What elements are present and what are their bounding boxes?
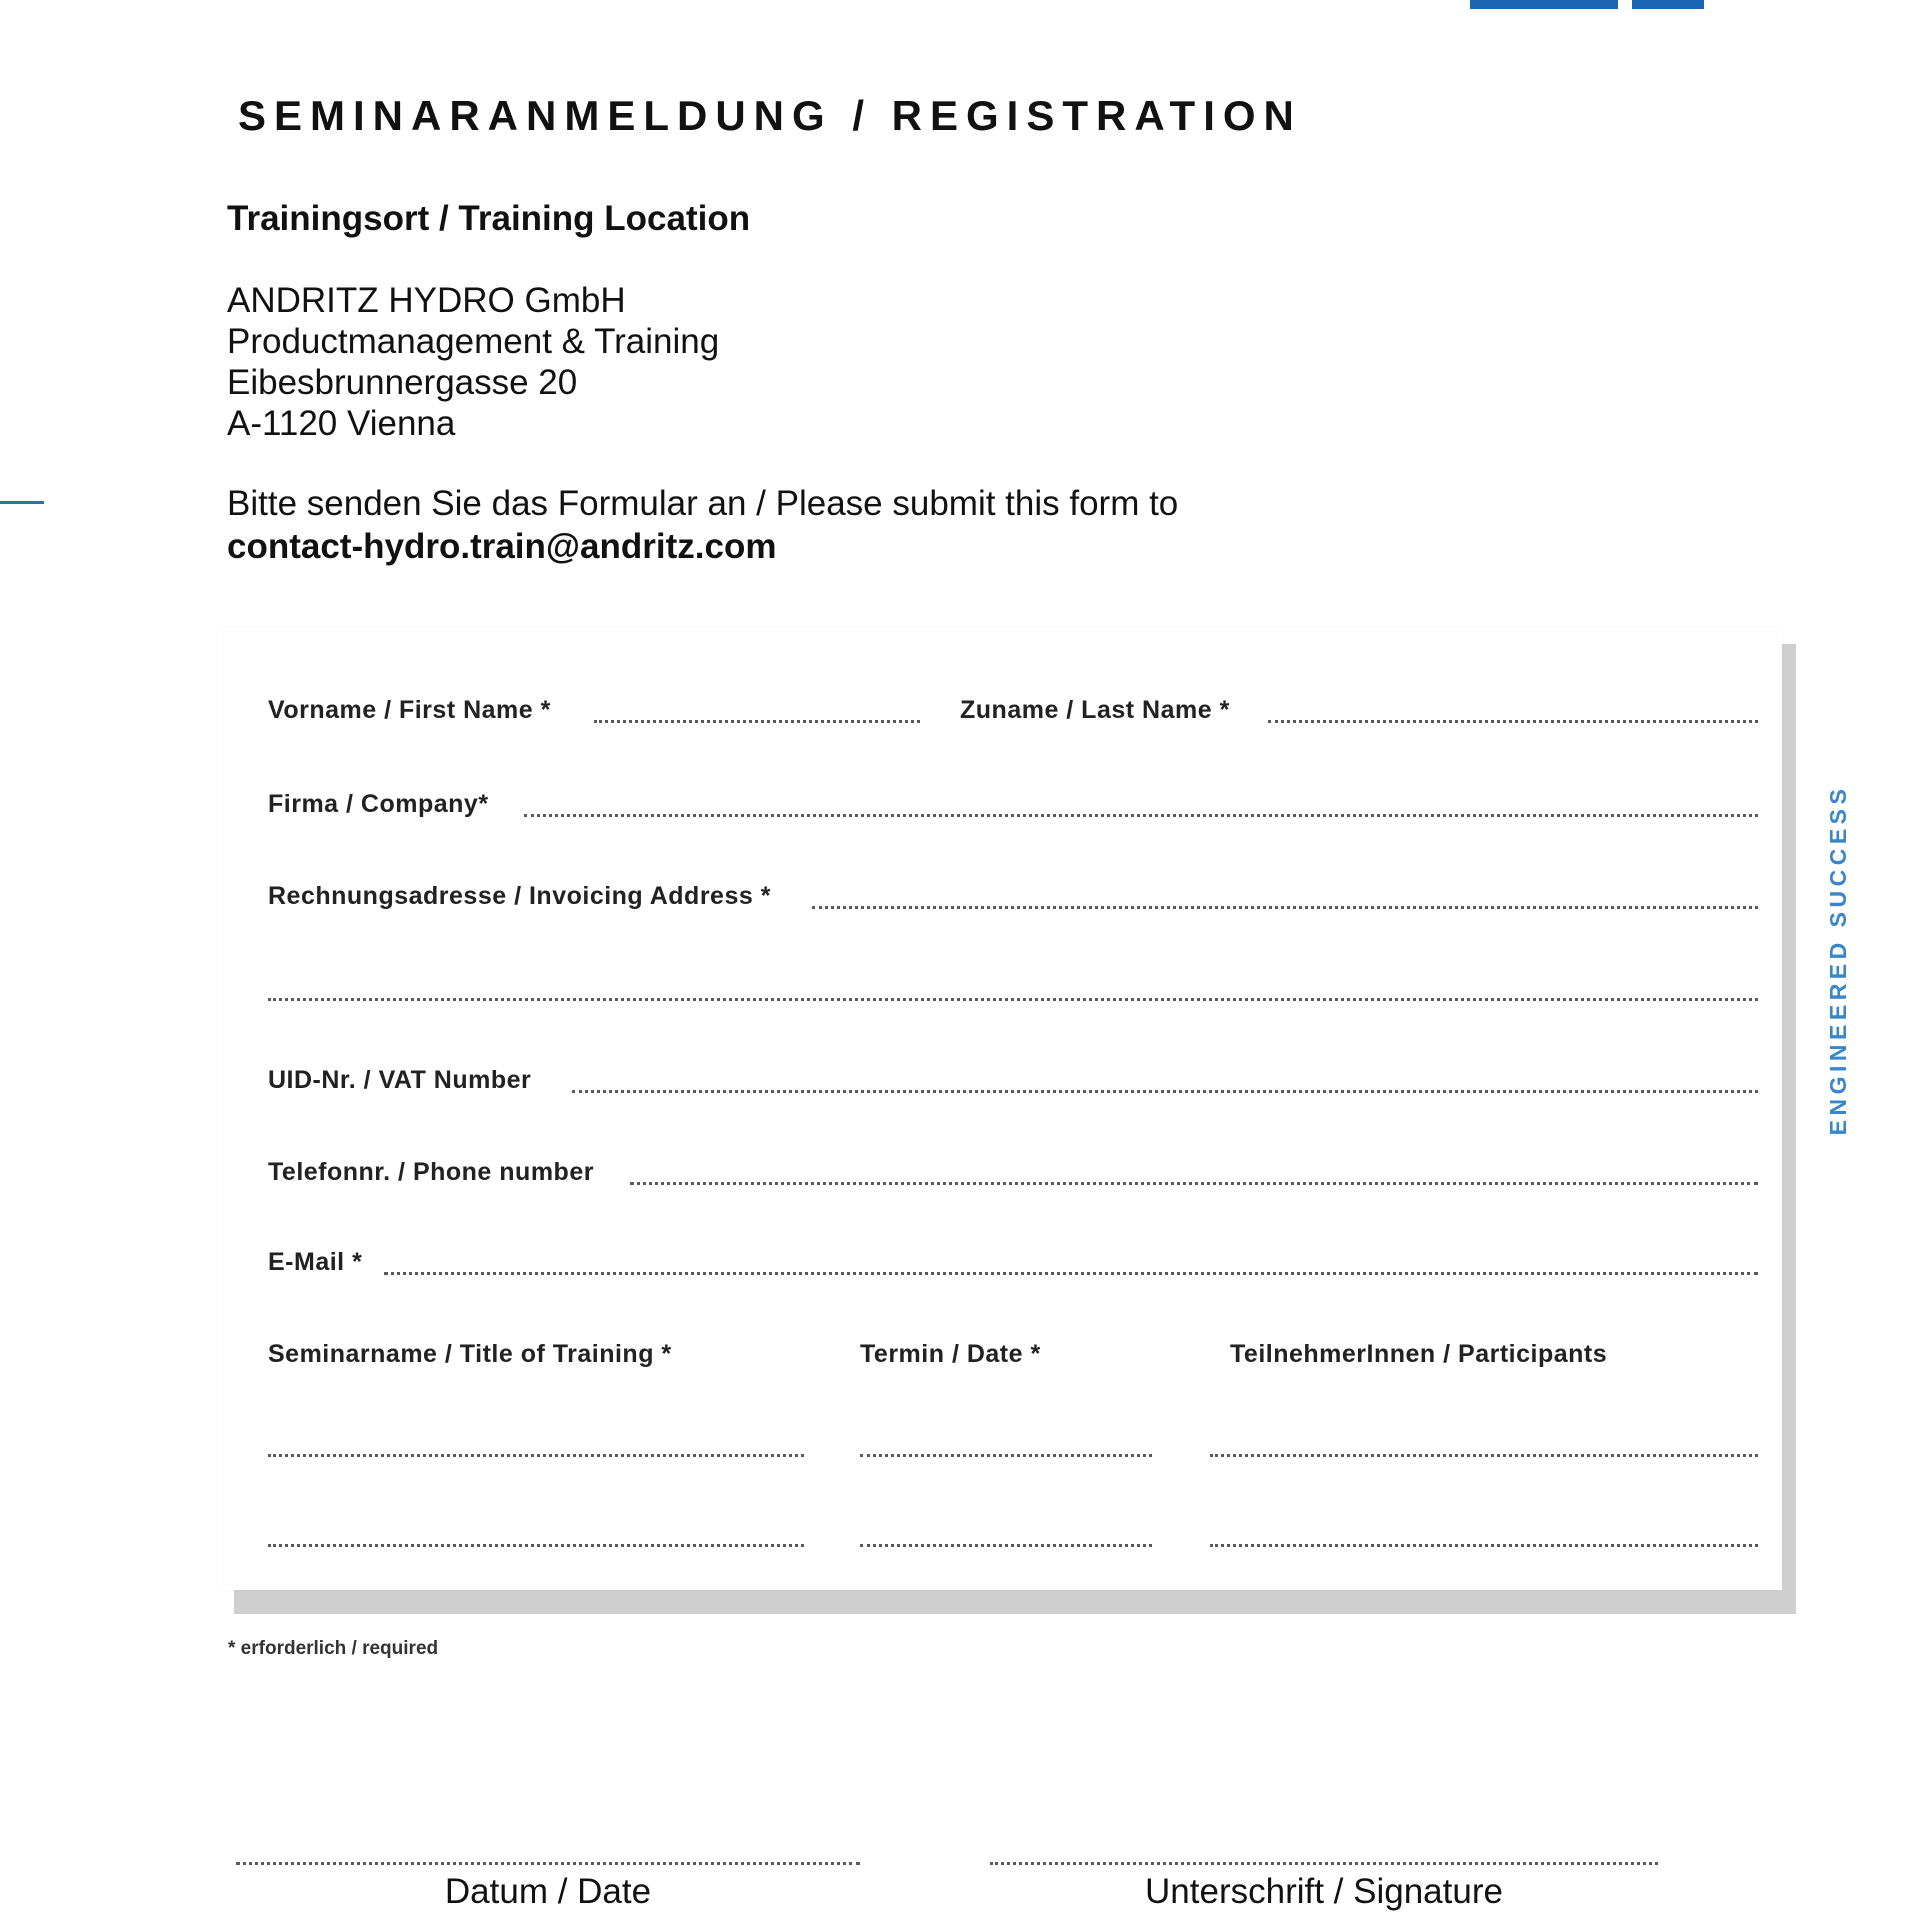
date-field-1[interactable] — [860, 1454, 1152, 1457]
registration-form — [218, 628, 1782, 1590]
seminar-title-label: Seminarname / Title of Training * — [268, 1340, 672, 1368]
address-city: A-1120 Vienna — [227, 404, 456, 443]
phone-label: Telefonnr. / Phone number — [268, 1158, 594, 1186]
page-title: SEMINARANMELDUNG / REGISTRATION — [238, 92, 1302, 139]
location-heading: Trainingsort / Training Location — [227, 199, 751, 238]
participants-field-2[interactable] — [1210, 1544, 1758, 1547]
submit-instruction: Bitte senden Sie das Formular an / Please submit this form to — [227, 484, 1179, 523]
seminar-title-field-1[interactable] — [268, 1454, 804, 1457]
last-name-label: Zuname / Last Name * — [960, 696, 1230, 724]
date-signature-line[interactable] — [236, 1862, 860, 1865]
email-field[interactable] — [384, 1272, 1758, 1275]
seminar-title-field-2[interactable] — [268, 1544, 804, 1547]
submit-email-link[interactable]: contact-hydro.train@andritz.com — [227, 527, 777, 566]
address-block — [227, 280, 719, 444]
logo-bar-left — [1470, 0, 1618, 9]
participants-label: TeilnehmerInnen / Participants — [1230, 1340, 1608, 1368]
vat-number-label: UID-Nr. / VAT Number — [268, 1066, 532, 1094]
phone-field[interactable] — [630, 1182, 1758, 1185]
participants-field-1[interactable] — [1210, 1454, 1758, 1457]
company-label: Firma / Company* — [268, 790, 489, 818]
first-name-field[interactable] — [594, 720, 920, 723]
address-street: Eibesbrunnergasse 20 — [227, 363, 578, 402]
vat-number-field[interactable] — [572, 1090, 1758, 1093]
required-footnote: * erforderlich / required — [228, 1638, 439, 1659]
engineered-success-tagline — [1820, 776, 1860, 1144]
invoice-address-label: Rechnungsadresse / Invoicing Address * — [268, 882, 771, 910]
date-label: Termin / Date * — [860, 1340, 1041, 1368]
invoice-address-field[interactable] — [812, 906, 1758, 909]
invoice-address-field-line2[interactable] — [268, 998, 1758, 1001]
company-field[interactable] — [524, 814, 1758, 817]
email-label: E-Mail * — [268, 1248, 363, 1276]
logo-bar-right — [1632, 0, 1704, 9]
last-name-field[interactable] — [1268, 720, 1758, 723]
engineered-success-text: ENGINEERED SUCCESS — [1825, 784, 1852, 1136]
address-company: ANDRITZ HYDRO GmbH — [227, 281, 626, 320]
signature-label: Unterschrift / Signature — [1145, 1872, 1503, 1911]
margin-marker — [0, 501, 44, 504]
date-field-2[interactable] — [860, 1544, 1152, 1547]
signature-line[interactable] — [990, 1862, 1658, 1865]
date-signature-label: Datum / Date — [444, 1872, 652, 1911]
address-department: Productmanagement & Training — [227, 322, 720, 361]
first-name-label: Vorname / First Name * — [268, 696, 551, 724]
